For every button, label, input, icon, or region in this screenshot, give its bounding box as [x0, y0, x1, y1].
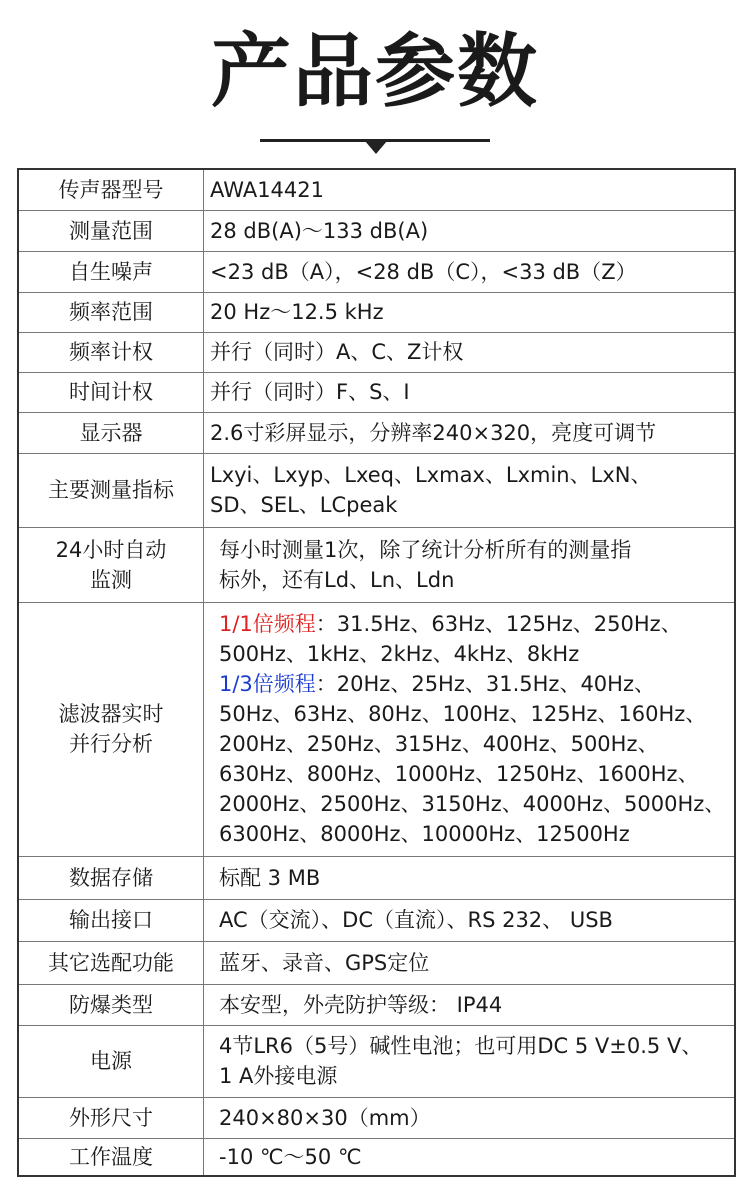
octave-values: ：31.5Hz、63Hz、125Hz、250Hz、: [315, 612, 682, 636]
third-octave-line: 2000Hz、2500Hz、3150Hz、4000Hz、5000Hz、: [219, 792, 726, 816]
table-row: [18, 527, 735, 602]
third-octave-line: 630Hz、800Hz、1000Hz、1250Hz、1600Hz、: [219, 762, 699, 786]
label-line: 并行分析: [69, 732, 153, 756]
row-value: [204, 527, 736, 602]
row-label: 输出接口: [18, 899, 204, 941]
table-row: [18, 332, 735, 372]
row-value: 标配 3 MB: [204, 856, 736, 899]
row-value: [204, 602, 736, 856]
row-label: 自生噪声: [18, 251, 204, 292]
value-line: 每小时测量1次，除了统计分析所有的测量指: [219, 537, 632, 562]
table-row: [18, 1138, 735, 1176]
third-octave-line: 200Hz、250Hz、315Hz、400Hz、500Hz、: [219, 732, 659, 756]
table-row: [18, 1025, 735, 1097]
row-value: [204, 1025, 736, 1097]
table-row: [18, 453, 735, 527]
table-row: [18, 1097, 735, 1138]
table-row: [18, 412, 735, 453]
table-row: [18, 210, 735, 251]
table-row: [18, 941, 735, 984]
third-octave-line: [219, 669, 726, 699]
row-label: 外形尺寸: [18, 1097, 204, 1138]
row-label: 主要测量指标: [18, 453, 204, 527]
third-octave-line: 50Hz、63Hz、80Hz、100Hz、125Hz、160Hz、: [219, 702, 707, 726]
row-label: [18, 602, 204, 856]
row-value: 本安型，外壳防护等级： IP44: [204, 984, 736, 1025]
row-value: 240×80×30（mm）: [204, 1097, 736, 1138]
octave-label: 1/1倍频程: [219, 612, 316, 636]
row-label: 防爆类型: [18, 984, 204, 1025]
page-title: 产品参数: [211, 25, 539, 118]
row-value: AWA14421: [204, 169, 736, 210]
label-line: 滤波器实时: [58, 702, 164, 726]
table-row: [18, 856, 735, 899]
row-label: 时间计权: [18, 372, 204, 412]
row-label: 其它选配功能: [18, 941, 204, 984]
row-value: 28 dB(A)～133 dB(A): [204, 210, 736, 251]
octave-line: 500Hz、1kHz、2kHz、4kHz、8kHz: [219, 642, 580, 666]
third-octave-label: 1/3倍频程: [219, 672, 316, 696]
row-value: 20 Hz～12.5 kHz: [204, 292, 736, 332]
value-line: 4节LR6（5号）碱性电池；也可用DC 5 V±0.5 V、: [219, 1034, 703, 1058]
row-label: 频率计权: [18, 332, 204, 372]
row-label: 频率范围: [18, 292, 204, 332]
row-label: 工作温度: [18, 1138, 204, 1176]
value-line: 标外，还有Ld、Ln、Ldn: [219, 567, 455, 592]
value-line: Lxyi、Lxyp、Lxeq、Lxmax、Lxmin、LxN、: [210, 463, 652, 487]
row-value: AC（交流）、DC（直流）、RS 232、 USB: [204, 899, 736, 941]
table-row: [18, 372, 735, 412]
third-octave-line: 6300Hz、8000Hz、10000Hz、12500Hz: [219, 822, 630, 846]
row-label: 数据存储: [18, 856, 204, 899]
table-row: [18, 292, 735, 332]
row-value: 并行（同时）F、S、I: [204, 372, 736, 412]
row-value: [204, 453, 736, 527]
octave-line: [219, 609, 726, 639]
row-label: 测量范围: [18, 210, 204, 251]
row-value: 蓝牙、录音、GPS定位: [204, 941, 736, 984]
label-line: 24小时自动: [55, 537, 167, 562]
table-row: [18, 169, 735, 210]
value-line: 1 A外接电源: [219, 1064, 338, 1088]
row-label: 传声器型号: [18, 169, 204, 210]
table-row: [18, 602, 735, 856]
third-octave-values: ：20Hz、25Hz、31.5Hz、40Hz、: [315, 672, 655, 696]
table-row: [18, 251, 735, 292]
table-row: [18, 984, 735, 1025]
label-line: 监测: [90, 567, 132, 592]
value-line: SD、SEL、LCpeak: [210, 493, 398, 517]
row-value: 2.6寸彩屏显示，分辨率240×320，亮度可调节: [204, 412, 736, 453]
row-label: 电源: [18, 1025, 204, 1097]
row-value: -10 ℃～50 ℃: [204, 1138, 736, 1176]
down-arrow-icon: [365, 141, 387, 154]
row-label: [18, 527, 204, 602]
table-row: [18, 899, 735, 941]
row-value: <23 dB（A），<28 dB（C），<33 dB（Z）: [204, 251, 736, 292]
row-value: 并行（同时）A、C、Z计权: [204, 332, 736, 372]
row-label: 显示器: [18, 412, 204, 453]
spec-table: [17, 168, 736, 1177]
